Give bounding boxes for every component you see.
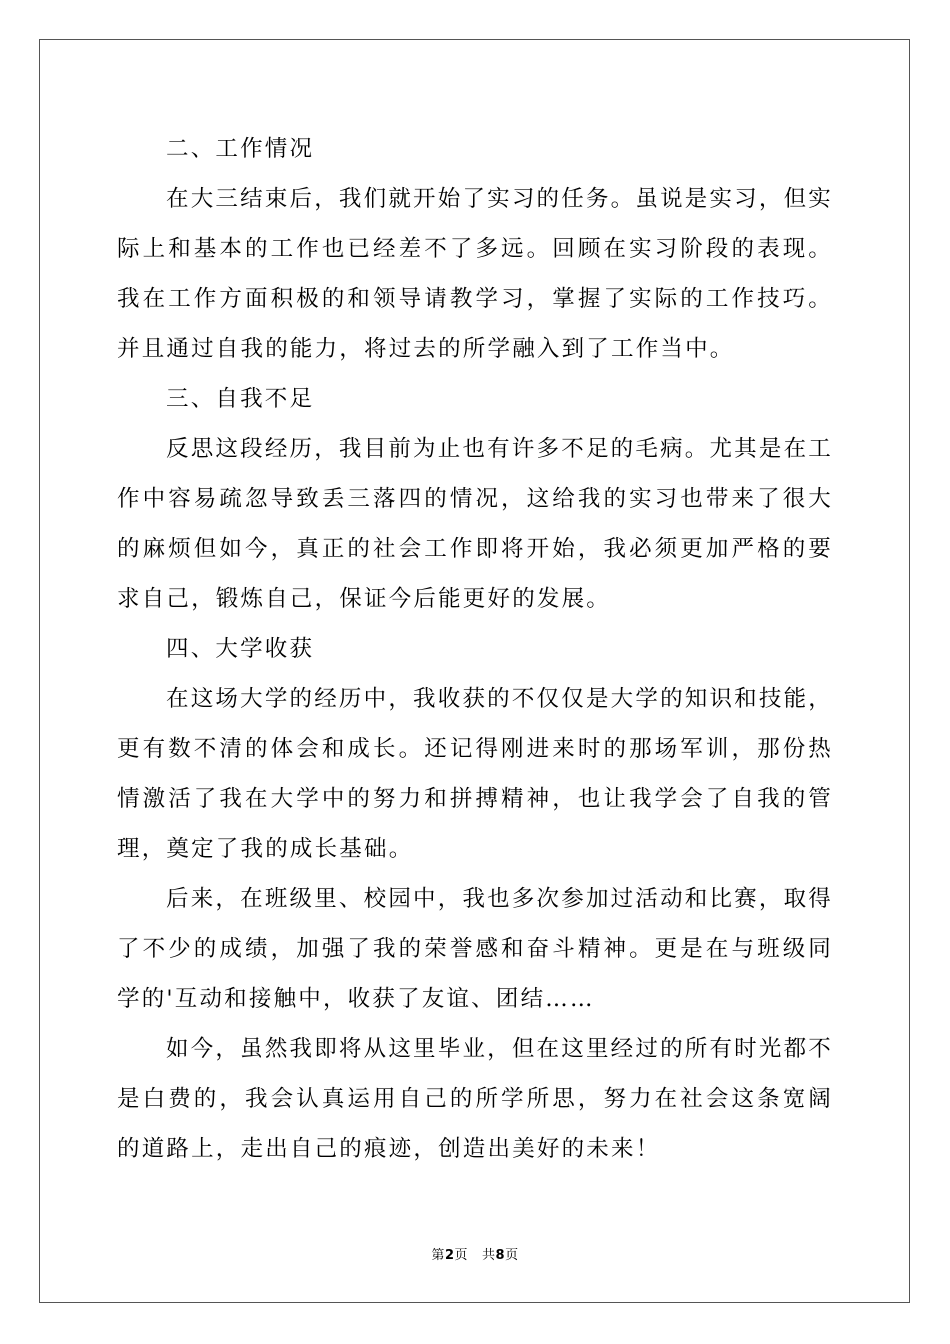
- page-footer: [0, 1247, 950, 1265]
- section-heading-work: 二、工作情况: [166, 136, 315, 162]
- page-prefix: 第: [431, 1248, 445, 1263]
- document-body: [117, 124, 833, 1174]
- total-pages: 8: [495, 1248, 506, 1263]
- paragraph-activities: 后来，在班级里、校园中，我也多次参加过活动和比赛，取得了不少的成绩，加强了我的荣誉感和奋斗精神。更是在与班级同学的'互动和接触中，收获了友谊、团结……: [117, 886, 833, 1012]
- paragraph-reflection: 反思这段经历，我目前为止也有许多不足的毛病。尤其是在工作中容易疏忽导致丢三落四的情况，这给我的实习也带来了很大的麻烦但如今，真正的社会工作即将开始，我必须更加严格的要求自己，锻炼自己，保证今后能更好的发展。: [117, 436, 833, 612]
- total-prefix: 共: [482, 1248, 496, 1263]
- paragraph-university-experience: 在这场大学的经历中，我收获的不仅仅是大学的知识和技能，更有数不清的体会和成长。还记得刚进来时的那场军训，那份热情激活了我在大学中的努力和拼搏精神，也让我学会了自我的管理，奠定了我的成长基础。: [117, 686, 833, 862]
- page-number: 2: [444, 1248, 455, 1263]
- section-heading-gains: 四、大学收获: [166, 636, 315, 662]
- page-suffix: 页: [454, 1248, 468, 1263]
- paragraph-internship: 在大三结束后，我们就开始了实习的任务。虽说是实习，但实际上和基本的工作也已经差不了多远。回顾在实习阶段的表现。我在工作方面积极的和领导请教学习，掌握了实际的工作技巧。并且通过自我的能力，将过去的所学融入到了工作当中。: [117, 186, 833, 362]
- total-suffix: 页: [505, 1248, 519, 1263]
- section-heading-shortcomings: 三、自我不足: [166, 386, 315, 412]
- paragraph-conclusion: 如今，虽然我即将从这里毕业，但在这里经过的所有时光都不是白费的，我会认真运用自己的所学所思，努力在社会这条宽阔的道路上，走出自己的痕迹，创造出美好的未来！: [117, 1036, 833, 1162]
